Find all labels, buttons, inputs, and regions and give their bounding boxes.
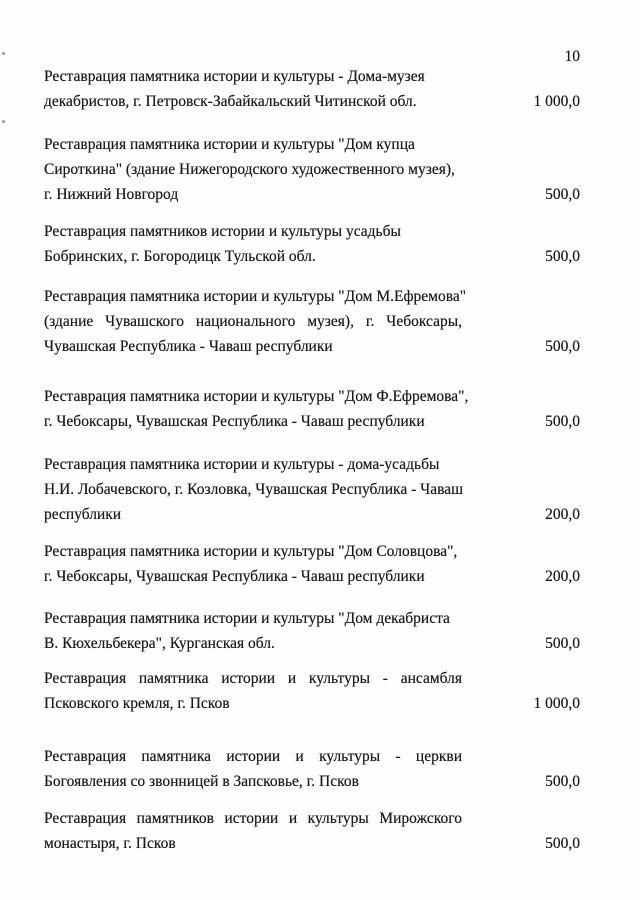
item-text-line: г. Нижний Новгород	[44, 186, 179, 203]
item-text-line: В. Кюхельбекера", Курганская обл.	[44, 635, 275, 652]
item-text-line: республики	[44, 506, 122, 523]
item-text-line: Реставрация памятника истории и культуры - Дома-музея	[44, 68, 425, 85]
item-text-line: Реставрация памятников истории и культуры Мирожского	[44, 810, 462, 827]
item-amount: 500,0	[545, 413, 580, 430]
item-text-line: г. Чебоксары, Чувашская Республика - Чаваш республики	[44, 413, 425, 430]
item-text-line: (здание Чувашского национального музея), г. Чебоксары,	[44, 313, 462, 330]
budget-line-item	[44, 384, 580, 434]
item-amount: 500,0	[545, 635, 580, 652]
item-amount: 500,0	[545, 773, 580, 790]
item-text-line: Реставрация памятника истории и культуры - дома-усадьбы	[44, 456, 440, 473]
item-amount: 500,0	[545, 835, 580, 852]
item-amount: 500,0	[545, 338, 580, 355]
item-text-line: Реставрация памятника истории и культуры "Дом Ф.Ефремова",	[44, 388, 469, 405]
item-text-line: Н.И. Лобачевского, г. Козловка, Чувашская Республика - Чаваш	[44, 481, 464, 498]
item-amount: 500,0	[545, 186, 580, 203]
item-text-line: декабристов, г. Петровск-Забайкальский Читинской обл.	[44, 93, 417, 110]
item-text-line: Псковского кремля, г. Псков	[44, 695, 230, 712]
budget-line-item	[44, 64, 580, 114]
item-amount: 1 000,0	[533, 93, 580, 110]
budget-line-item	[44, 606, 580, 656]
item-text-line: Реставрация памятника истории и культуры - ансамбля	[44, 670, 462, 687]
item-text-line: Богоявления со звонницей в Запсковье, г. Псков	[44, 773, 359, 790]
budget-line-item	[44, 744, 580, 794]
item-text-line: Реставрация памятника истории и культуры - церкви	[44, 748, 462, 765]
item-amount: 200,0	[545, 568, 580, 585]
item-text-line: Чувашская Республика - Чаваш республики	[44, 338, 333, 355]
item-text-line: Реставрация памятника истории и культуры "Дом купца	[44, 136, 415, 153]
budget-line-item	[44, 666, 580, 716]
budget-line-item	[44, 452, 580, 527]
budget-line-item	[44, 806, 580, 856]
budget-line-item	[44, 219, 580, 269]
item-amount: 500,0	[545, 248, 580, 265]
item-text-line: Реставрация памятника истории и культуры "Дом Соловцова",	[44, 543, 458, 560]
budget-line-item	[44, 284, 580, 359]
budget-line-item	[44, 539, 580, 589]
item-text-line: г. Чебоксары, Чувашская Республика - Чаваш республики	[44, 568, 425, 585]
item-amount: 200,0	[545, 506, 580, 523]
budget-line-item	[44, 132, 580, 207]
page-number: 10	[564, 48, 580, 65]
item-text-line: Реставрация памятника истории и культуры "Дом декабриста	[44, 610, 450, 627]
item-text-line: Реставрация памятников истории и культуры усадьбы	[44, 223, 401, 240]
item-text-line: Реставрация памятника истории и культуры "Дом М.Ефремова"	[44, 288, 467, 305]
item-text-line: Сироткина" (здание Нижегородского художественного музея),	[44, 161, 455, 178]
item-text-line: монастыря, г. Псков	[44, 835, 176, 852]
item-amount: 1 000,0	[533, 695, 580, 712]
scan-speck	[2, 52, 5, 55]
scan-speck	[2, 120, 5, 123]
item-text-line: Бобринских, г. Богородицк Тульской обл.	[44, 248, 316, 265]
